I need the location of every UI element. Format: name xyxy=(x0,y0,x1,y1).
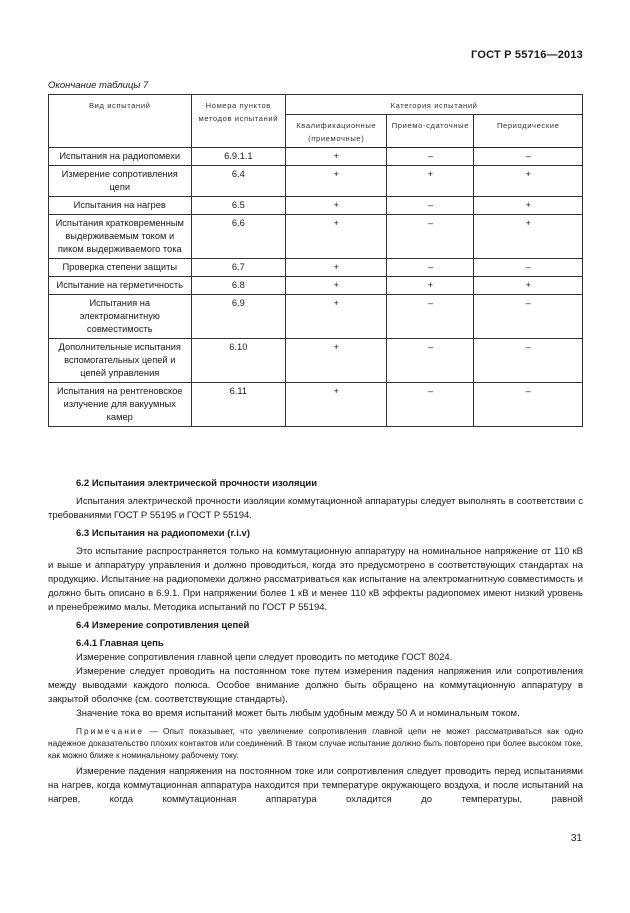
clause-cell: 6.5 xyxy=(191,197,286,215)
tests-table xyxy=(48,94,583,427)
qualification-cell: + xyxy=(286,166,387,197)
acceptance-cell: – xyxy=(387,148,474,166)
qualification-cell: + xyxy=(286,259,387,277)
test-name-cell: Испытания на рентгеновское излучение для вакуумных камер xyxy=(49,383,192,427)
qualification-cell: + xyxy=(286,148,387,166)
clause-cell: 6.4 xyxy=(191,166,286,197)
table-row xyxy=(49,295,583,339)
test-name-cell: Испытания кратковременным выдерживаемым током и пиком выдерживаемого тока xyxy=(49,215,192,259)
test-name-cell: Проверка степени защиты xyxy=(49,259,192,277)
clause-cell: 6.9 xyxy=(191,295,286,339)
periodic-cell: – xyxy=(474,259,583,277)
clause-cell: 6.6 xyxy=(191,215,286,259)
periodic-cell: + xyxy=(474,166,583,197)
table-row xyxy=(49,197,583,215)
table-row xyxy=(49,166,583,197)
clause-cell: 6.10 xyxy=(191,339,286,383)
table-row xyxy=(49,277,583,295)
qualification-cell: + xyxy=(286,197,387,215)
table-caption: Окончание таблицы 7 xyxy=(48,80,149,91)
periodic-cell: + xyxy=(474,197,583,215)
test-name-cell: Дополнительные испытания вспомогательных цепей и цепей управления xyxy=(49,339,192,383)
section-6-4-heading: 6.4 Измерение сопротивления цепей xyxy=(76,620,250,631)
periodic-cell: – xyxy=(474,383,583,427)
section-6-3-heading: 6.3 Испытания на радиопомехи (r.i.v) xyxy=(76,528,250,539)
section-6-3-paragraph: Это испытание распространяется только на коммутационную аппаратуру на номинальное напряжение от 110 кВ и выше и аппаратуру управления и должно проводиться, когда это предусмотрено в соответствующих стандартах на продукцию. Испытание на радиопомехи должно рассматриваться как испытание на электромагнитную совместимость и должно быть описано в 6.9.1. При напряжении более 1 кВ и менее 110 кВ эффекты радиопомех имеют низкий уровень и пренебрежимо малы. Методика испытаний по ГОСТ Р 55194. xyxy=(48,546,583,613)
header-qualification: Квалификационные (приемочные) xyxy=(286,115,387,148)
periodic-cell: – xyxy=(474,295,583,339)
acceptance-cell: – xyxy=(387,259,474,277)
standard-header: ГОСТ Р 55716—2013 xyxy=(471,49,583,61)
test-name-cell: Испытания на нагрев xyxy=(49,197,192,215)
table-row xyxy=(49,383,583,427)
clause-cell: 6.11 xyxy=(191,383,286,427)
qualification-cell: + xyxy=(286,383,387,427)
qualification-cell: + xyxy=(286,295,387,339)
table-row xyxy=(49,259,583,277)
header-periodic: Периодические xyxy=(474,115,583,148)
page-number: 31 xyxy=(570,833,582,844)
header-clause-numbers: Номера пунктов методов испытаний xyxy=(191,95,286,148)
header-category: Категория испытаний xyxy=(286,95,583,115)
test-name-cell: Испытание на герметичность xyxy=(49,277,192,295)
periodic-cell: + xyxy=(474,277,583,295)
section-6-4-1-paragraph: Значение тока во время испытаний может быть любым удобным между 50 А и номинальным током. xyxy=(76,708,520,719)
periodic-cell: – xyxy=(474,339,583,383)
section-6-2-heading: 6.2 Испытания электрической прочности изоляции xyxy=(76,478,318,489)
body-text xyxy=(48,477,583,807)
acceptance-cell: – xyxy=(387,339,474,383)
header-acceptance: Приемо-сдаточные xyxy=(387,115,474,148)
section-6-4-1-paragraph: Измерение сопротивления главной цепи следует проводить по методике ГОСТ 8024. xyxy=(76,652,453,663)
header-test-type: Вид испытаний xyxy=(49,95,192,148)
acceptance-cell: – xyxy=(387,295,474,339)
qualification-cell: + xyxy=(286,215,387,259)
test-name-cell: Испытания на электромагнитную совместимость xyxy=(49,295,192,339)
periodic-cell: + xyxy=(474,215,583,259)
note-label: Примечание xyxy=(76,726,145,736)
note xyxy=(48,725,583,761)
section-6-2-paragraph: Испытания электрической прочности изоляции коммутационной аппаратуры следует выполнять в соответствии с требованиями ГОСТ Р 55195 и ГОСТ Р 55194. xyxy=(48,496,583,521)
section-6-4-1-paragraph: Измерение следует проводить на постоянном токе путем измерения падения напряжения или сопротивления между выводами каждого полюса. Особое внимание должно быть обращено на коммутационную аппаратуру в закрытой оболочке (см. соответствующие стандарты). xyxy=(48,666,583,705)
clause-cell: 6.8 xyxy=(191,277,286,295)
qualification-cell: + xyxy=(286,339,387,383)
table-row xyxy=(49,339,583,383)
clause-cell: 6.9.1.1 xyxy=(191,148,286,166)
clause-cell: 6.7 xyxy=(191,259,286,277)
note-text: — Опыт показывает, что увеличение сопротивления главной цепи не может рассматриваться как одно надежное доказательство плохих контактов или соединений. В таком случае испытание должно быть повторено при более высоком токе, как можно ближе к номинальному рабочему току. xyxy=(48,726,583,760)
acceptance-cell: – xyxy=(387,197,474,215)
qualification-cell: + xyxy=(286,277,387,295)
table-row xyxy=(49,215,583,259)
acceptance-cell: + xyxy=(387,277,474,295)
acceptance-cell: – xyxy=(387,215,474,259)
table-row xyxy=(49,148,583,166)
section-6-4-1-paragraph: Измерение падения напряжения на постоянном токе или сопротивления следует проводить перед испытаниями на нагрев, когда коммутационная аппаратура находится при температуре окружающего воздуха, и после испытаний на нагрев, когда коммутационная аппаратура охладится до температуры, равной xyxy=(48,766,583,805)
acceptance-cell: – xyxy=(387,383,474,427)
test-name-cell: Измерение сопротивления цепи xyxy=(49,166,192,197)
table-header-row xyxy=(49,95,583,115)
test-name-cell: Испытания на радиопомехи xyxy=(49,148,192,166)
acceptance-cell: + xyxy=(387,166,474,197)
periodic-cell: – xyxy=(474,148,583,166)
section-6-4-1-heading: 6.4.1 Главная цепь xyxy=(76,638,164,649)
